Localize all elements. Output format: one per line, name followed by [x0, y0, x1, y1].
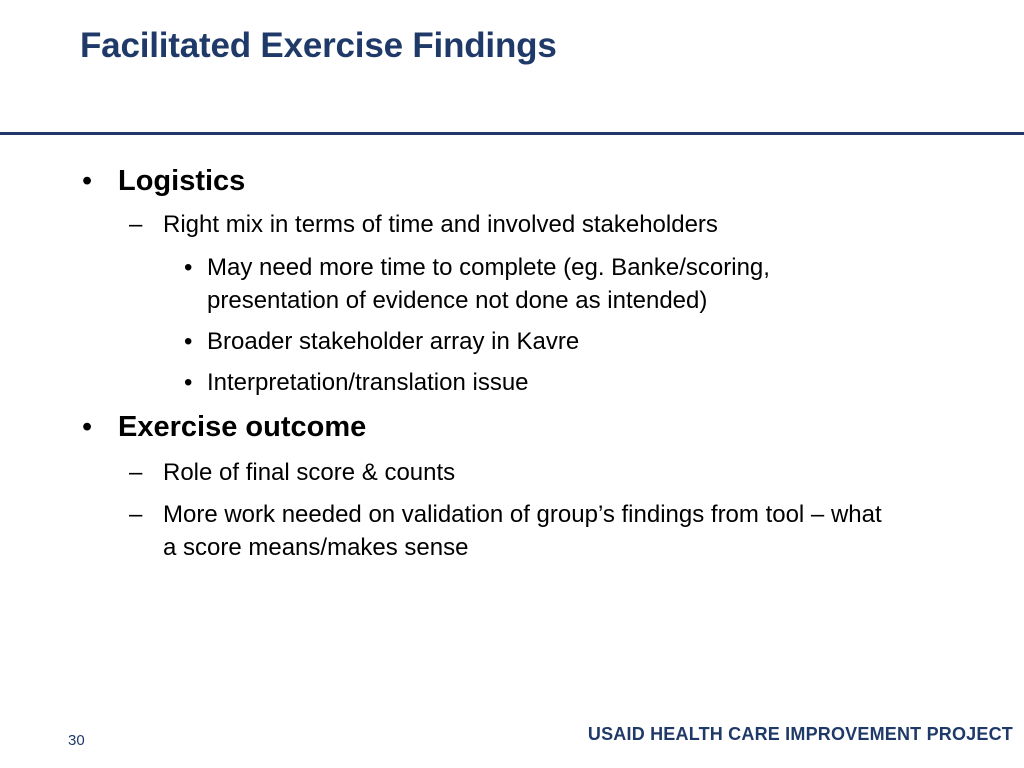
item-text: More work needed on validation of group’s findings from tool – what a score means/makes sense	[163, 501, 882, 561]
dash-item	[129, 498, 883, 564]
section-heading: Exercise outcome	[118, 411, 367, 443]
dash-item	[129, 456, 903, 489]
bullet-logistics	[82, 164, 245, 198]
page-number: 30	[68, 732, 85, 749]
item-text: Broader stakeholder array in Kavre	[207, 328, 580, 355]
bullet-marker: •	[184, 328, 193, 355]
bullet-marker: •	[82, 411, 93, 443]
dash-marker: –	[129, 459, 143, 486]
sub-bullet-item	[184, 366, 907, 399]
slide-title: Facilitated Exercise Findings	[80, 26, 557, 65]
footer-brand-logo: USAID HEALTH CARE IMPROVEMENT PROJECT	[587, 724, 1013, 744]
item-text: May need more time to complete (eg. Banke/scoring, presentation of evidence not done as intended)	[207, 254, 770, 314]
dash-marker: –	[129, 501, 143, 528]
bullet-marker: •	[82, 165, 93, 197]
item-text: Right mix in terms of time and involved stakeholders	[163, 211, 718, 238]
bullet-exercise-outcome	[82, 410, 366, 444]
item-text: Interpretation/translation issue	[207, 369, 529, 396]
sub-bullet-item	[184, 251, 897, 317]
item-text: Role of final score & counts	[163, 459, 456, 486]
dash-item	[129, 208, 903, 241]
bullet-marker: •	[184, 369, 193, 396]
bullet-marker: •	[184, 254, 193, 281]
dash-marker: –	[129, 211, 143, 238]
section-heading: Logistics	[118, 165, 246, 197]
sub-bullet-item	[184, 325, 907, 358]
